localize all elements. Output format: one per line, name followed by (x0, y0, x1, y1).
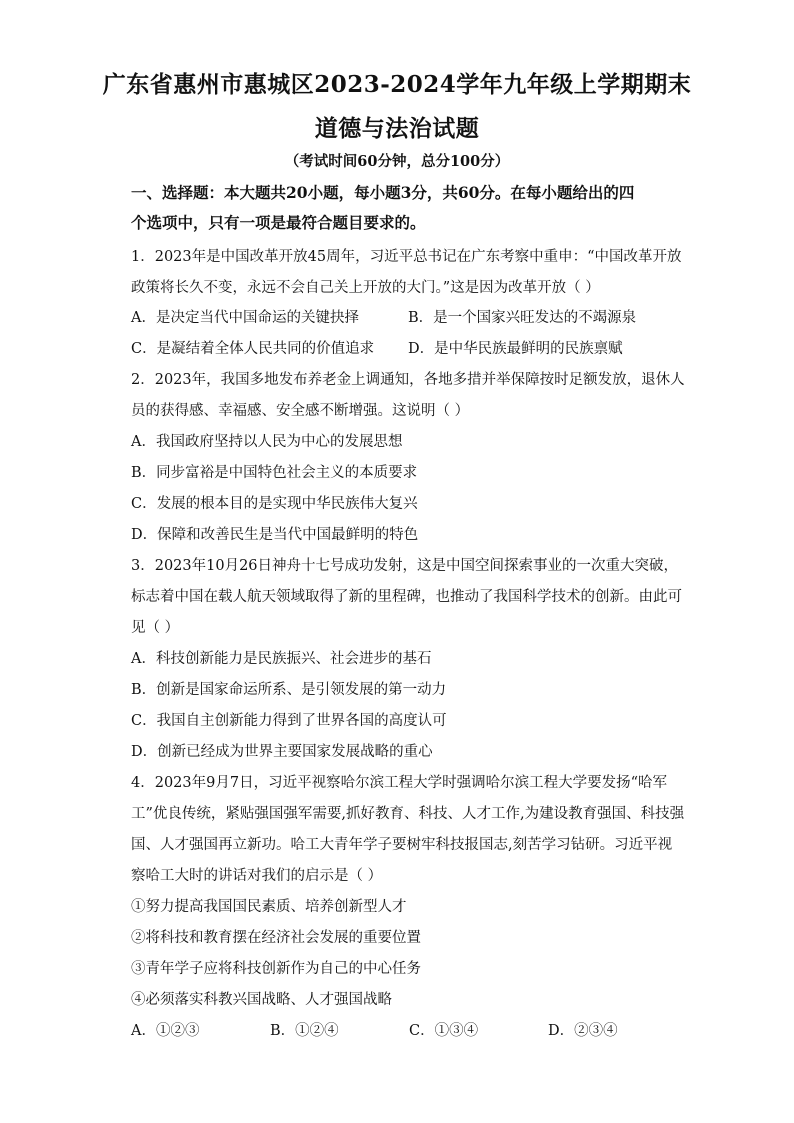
exam-title-line2: 道德与法治试题 (314, 115, 480, 142)
q2-stem-line2: 员的获得感、幸福感、安全感不断增强。这说明（ ） (131, 403, 470, 419)
q4-statement-2: ②将科技和教育摆在经济社会发展的重要位置 (131, 930, 421, 946)
section-heading-line1: 一、选择题：本大题共20小题，每小题3分，共60分。在每小题给出的四 (131, 183, 635, 202)
q1-option-d: D．是中华民族最鲜明的民族禀赋 (408, 341, 623, 357)
section-heading-line2: 个选项中，只有一项是最符合题目要求的。 (131, 213, 426, 232)
q3-option-b: B．创新是国家命运所系、是引领发展的第一动力 (131, 682, 447, 698)
q4-stem-line1: 4．2023年9月7日，习近平视察哈尔滨工程大学时强调哈尔滨工程大学要发扬“哈军 (131, 775, 667, 791)
q4-stem-line4: 察哈工大时的讲话对我们的启示是（ ） (131, 868, 383, 884)
q4-option-b: B．①②④ (270, 1023, 339, 1039)
q4-option-d: D．②③④ (548, 1023, 618, 1039)
q1-stem-line2: 政策将长久不变，永远不会自己关上开放的大门。”这是因为改革开放（ ） (131, 280, 600, 296)
exam-subtitle: （考试时间60分钟，总分100分） (284, 153, 510, 170)
q2-option-a: A．我国政府坚持以人民为中心的发展思想 (131, 434, 403, 450)
q4-option-c: C．①③④ (409, 1023, 479, 1039)
q2-stem-line1: 2．2023年，我国多地发布养老金上调通知，各地多措并举保障按时足额发放，退休人 (131, 372, 685, 388)
q3-option-d: D．创新已经成为世界主要国家发展战略的重心 (131, 744, 433, 760)
q2-option-c: C．发展的根本目的是实现中华民族伟大复兴 (131, 496, 418, 512)
q3-stem-line1: 3．2023年10月26日神舟十七号成功发射，这是中国空间探索事业的一次重大突破， (131, 558, 679, 574)
q4-statement-1: ①努力提高我国国民素质、培养创新型人才 (131, 899, 407, 915)
q3-stem-line2: 标志着中国在载人航天领域取得了新的里程碑，也推动了我国科学技术的创新。由此可 (131, 589, 682, 605)
q4-stem-line3: 国、人才强国再立新功。哈工大青年学子要树牢科技报国志,刻苦学习钻研。习近平视 (131, 837, 673, 853)
q2-option-d: D．保障和改善民生是当代中国最鲜明的特色 (131, 527, 419, 543)
q1-option-b: B．是一个国家兴旺发达的不竭源泉 (408, 310, 637, 326)
q4-statement-4: ④必须落实科教兴国战略、人才强国战略 (131, 992, 392, 1008)
q2-option-b: B．同步富裕是中国特色社会主义的本质要求 (131, 465, 418, 481)
q1-option-c: C．是凝结着全体人民共同的价值追求 (131, 341, 375, 357)
q1-option-a: A．是决定当代中国命运的关键抉择 (131, 310, 359, 326)
q3-option-c: C．我国自主创新能力得到了世界各国的高度认可 (131, 713, 447, 729)
q1-stem-line1: 1．2023年是中国改革开放45周年，习近平总书记在广东考察中重申：“中国改革开放 (131, 249, 682, 265)
q4-stem-line2: 工”优良传统，紧贴强国强军需要,抓好教育、科技、人才工作,为建设教育强国、科技强 (131, 806, 685, 822)
q3-option-a: A．科技创新能力是民族振兴、社会进步的基石 (131, 651, 432, 667)
exam-title-line1: 广东省惠州市惠城区2023-2024学年九年级上学期期末 (102, 71, 692, 98)
q4-option-a: A．①②③ (131, 1023, 200, 1039)
q4-statement-3: ③青年学子应将科技创新作为自己的中心任务 (131, 961, 421, 977)
q3-stem-line3: 见（ ） (131, 620, 180, 636)
